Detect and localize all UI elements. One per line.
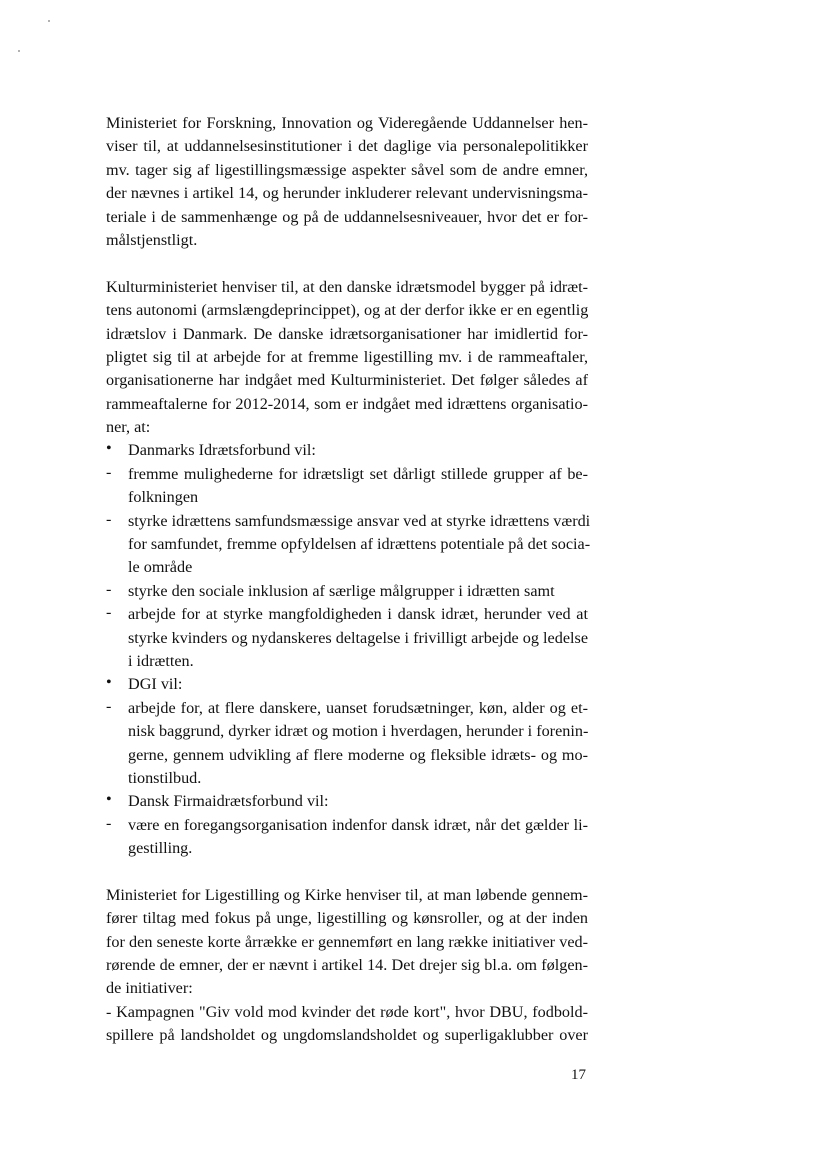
dash-icon: - [106, 813, 112, 832]
dash-item [106, 463, 588, 510]
text-line: i idrætten. [128, 651, 194, 670]
paragraph-culture-ministry [106, 276, 588, 440]
text-line: for den seneste korte årrække er gennemført en lang række initiativer ved- [106, 932, 588, 951]
text-line: der nævnes i artikel 14, og herunder inkluderer relevant undervisningsma- [106, 184, 588, 203]
scan-speck [18, 50, 20, 52]
text-line: fremme mulighederne for idrætsligt set dårligt stillede grupper af be- [128, 464, 588, 483]
organisation-name: Dansk Firmaidrætsforbund vil: [128, 792, 329, 811]
dash-item [106, 697, 588, 791]
text-line: gestilling. [128, 839, 193, 858]
text-line: rørende de emner, der er nævnt i artikel 14. Det drejer sig bl.a. om følgen- [106, 956, 588, 975]
text-line: for samfundet, fremme opfyldelsen af idrættens potentiale på det socia- [128, 535, 591, 554]
organisation-name: DGI vil: [128, 675, 183, 694]
text-line: le område [128, 558, 193, 577]
dash-item [106, 580, 588, 603]
text-line: styrke den sociale inklusion af særlige målgrupper i idrætten samt [128, 581, 555, 600]
bullet-icon: • [106, 439, 112, 458]
dash-icon: - [106, 603, 112, 622]
text-line: Ministeriet for Forskning, Innovation og Videregående Uddannelser hen- [106, 114, 588, 132]
text-line: tionstilbud. [128, 768, 202, 787]
bullet-icon: • [106, 673, 112, 692]
bullet-item [106, 439, 588, 462]
text-line: fører tiltag med fokus på unge, ligestilling og kønsroller, og at der inden [106, 909, 588, 928]
text-line: arbejde for, at flere danskere, uanset forudsætninger, køn, alder og et- [128, 698, 588, 717]
text-line: Kulturministeriet henviser til, at den danske idrætsmodel bygger på idræt- [106, 277, 588, 296]
text-line: spillere på landsholdet og ungdomslandsholdet og superligaklubber over [106, 1026, 588, 1045]
dash-icon: - [106, 509, 112, 528]
organisation-list [106, 439, 591, 860]
text-line: styrke idrættens samfundsmæssige ansvar ved at styrke idrættens værdi [128, 511, 591, 530]
text-line: viser til, at uddannelsesinstitutioner i det daglige via personalepolitikker [106, 137, 588, 156]
dash-icon: - [106, 579, 112, 598]
bullet-icon: • [106, 790, 112, 809]
text-line: idrætslov i Danmark. De danske idrætsorganisationer har imidlertid for- [106, 324, 588, 343]
text-line: styrke kvinders og nydanskeres deltagelse i frivilligt arbejde og ledelse [128, 628, 588, 647]
scan-speck [48, 20, 50, 22]
dash-item [106, 509, 591, 580]
text-line: målstjenstligt. [106, 230, 198, 249]
text-line: nisk baggrund, dyrker idræt og motion i hverdagen, herunder i forenin- [128, 722, 589, 741]
text-line: være en foregangsorganisation indenfor dansk idræt, når det gælder li- [128, 815, 588, 834]
text-line: - Kampagnen "Giv vold mod kvinder det røde kort", hvor DBU, fodbold- [106, 1002, 588, 1021]
text-line: ner, at: [106, 418, 151, 437]
paragraph-research-ministry [106, 112, 588, 252]
text-line: arbejde for at styrke mangfoldigheden i dansk idræt, herunder ved at [128, 605, 588, 624]
dash-item [106, 603, 588, 673]
organisation-name: Danmarks Idrætsforbund vil: [128, 441, 316, 460]
text-line: folkningen [128, 488, 199, 507]
dash-icon: - [106, 696, 112, 715]
paragraph-equality-ministry [106, 884, 588, 1048]
text-line: organisationerne har indgået med Kulturministeriet. Det følger således af [106, 371, 588, 390]
body-text [106, 112, 591, 1048]
dash-icon: - [106, 462, 112, 481]
text-line: mv. tager sig af ligestillingsmæssige aspekter såvel som de andre emner, [106, 160, 588, 179]
page-number: 17 [571, 1067, 586, 1083]
text-line: rammeaftalerne for 2012-2014, som er indgået med idrættens organisatio- [106, 394, 588, 413]
text-line: Ministeriet for Ligestilling og Kirke henviser til, at man løbende gennem- [106, 885, 588, 904]
text-line: tens autonomi (armslængdeprincippet), og at der derfor ikke er en egentlig [106, 301, 589, 320]
dash-item [106, 814, 588, 861]
text-line: gerne, gennem udvikling af flere moderne og fleksible idræts- og mo- [128, 745, 588, 764]
bullet-item [106, 790, 588, 813]
text-line: teriale i de sammenhænge og på de uddannelsesniveauer, hvor det er for- [106, 207, 588, 226]
bullet-item [106, 673, 588, 696]
text-line: pligtet sig til at arbejde for at fremme ligestilling mv. i de rammeaftaler, [106, 347, 588, 366]
text-line: de initiativer: [106, 979, 193, 998]
